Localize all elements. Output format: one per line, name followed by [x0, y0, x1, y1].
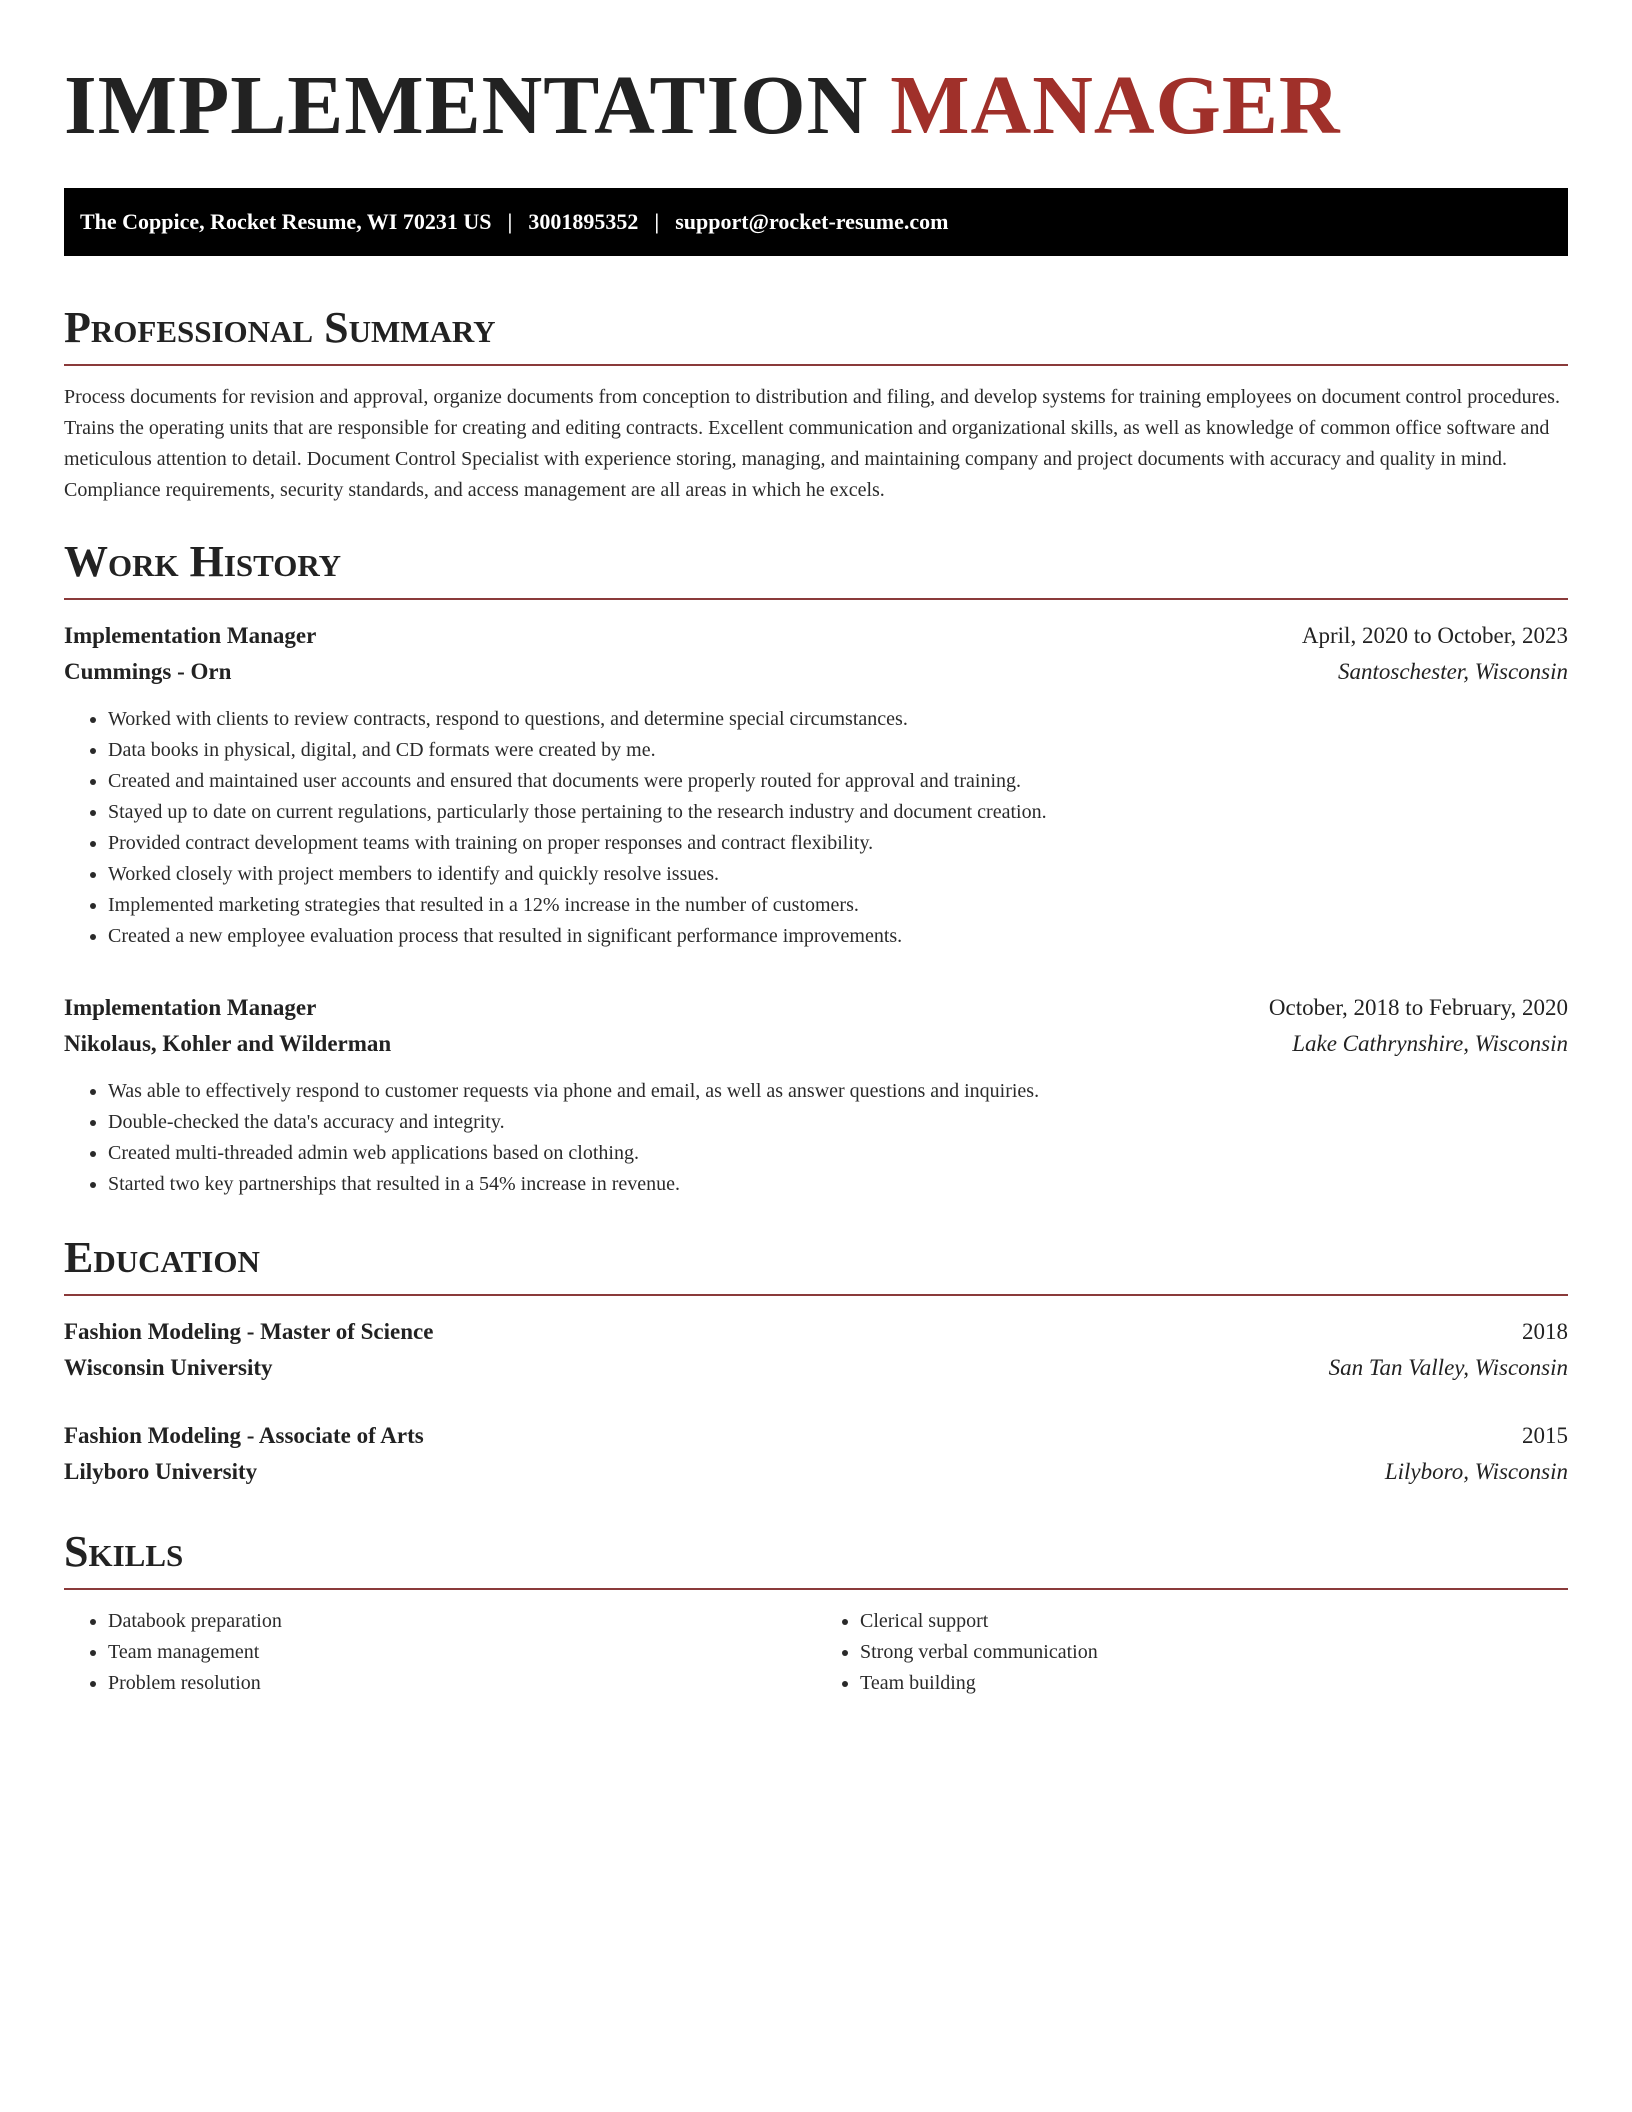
list-item: • Worked with clients to review contracts, respond to questions, and determine special circumstances. [108, 704, 1568, 735]
job-location: Lake Cathrynshire, Wisconsin [1292, 1031, 1568, 1056]
skill-item: • Databook preparation [108, 1606, 816, 1637]
education-degree-row [64, 1314, 1568, 1350]
list-item: • Provided contract development teams with training on proper responses and contract flexibility. [108, 828, 1568, 859]
contact-separator: | [507, 209, 513, 234]
skills-columns [64, 1606, 1568, 1699]
work-history-section [64, 534, 1568, 1200]
contact-address: The Coppice, Rocket Resume, WI 70231 US [80, 209, 492, 234]
name-first: IMPLEMENTATION [64, 59, 869, 152]
summary-title: Professional Summary [64, 303, 496, 352]
skill-item: • Strong verbal communication [860, 1637, 1568, 1668]
job-dates: April, 2020 to October, 2023 [1301, 623, 1568, 648]
education-entry [64, 1418, 1568, 1490]
skills-section [64, 1524, 1568, 1699]
job-role: Implementation Manager [64, 623, 317, 648]
list-item: • Data books in physical, digital, and CD formats were created by me. [108, 735, 1568, 766]
section-divider [64, 1294, 1568, 1296]
list-item: • Started two key partnerships that resulted in a 54% increase in revenue. [108, 1169, 1568, 1200]
summary-text: Process documents for revision and approval, organize documents from conception to distribution and filing, and develop systems for training employees on document control procedures. Trains the operating units that are responsible for creating and editing contracts. Excellent communication and organizational skills, as well as knowledge of common office software and meticulous attention to detail. Document Control Specialist with experience storing, managing, and maintaining company and project documents with accuracy and quality in mind. Compliance requirements, security standards, and access management are all areas in which he excels. [64, 386, 1560, 501]
job-dates: October, 2018 to February, 2020 [1268, 995, 1568, 1020]
job-bullets [64, 1076, 1568, 1200]
education-school-row [64, 1454, 1568, 1490]
resume-name [64, 56, 1568, 156]
work-history-title: Work History [64, 537, 342, 586]
job-company-row [64, 1026, 1568, 1062]
list-item: • Created multi-threaded admin web applications based on clothing. [108, 1138, 1568, 1169]
job-header-row [64, 618, 1568, 654]
skills-list-right [816, 1606, 1568, 1699]
job-header-row [64, 990, 1568, 1026]
job-location: Santoschester, Wisconsin [1338, 659, 1568, 684]
job-company-row [64, 654, 1568, 690]
contact-phone: 3001895352 [528, 209, 639, 234]
list-item: • Stayed up to date on current regulations, particularly those pertaining to the research industry and document creation. [108, 797, 1568, 828]
job-entry [64, 990, 1568, 1200]
education-school: Lilyboro University [64, 1459, 258, 1484]
education-section [64, 1230, 1568, 1490]
contact-email: support@rocket-resume.com [675, 209, 949, 234]
education-year: 2018 [1522, 1319, 1568, 1344]
list-item: • Created a new employee evaluation process that resulted in significant performance improvements. [108, 921, 1568, 952]
name-last: MANAGER [890, 59, 1341, 152]
education-school-row [64, 1350, 1568, 1386]
education-entry [64, 1314, 1568, 1386]
section-divider [64, 598, 1568, 600]
education-degree: Fashion Modeling - Associate of Arts [64, 1423, 424, 1448]
section-divider [64, 1588, 1568, 1590]
skills-list-left [64, 1606, 816, 1699]
education-school: Wisconsin University [64, 1355, 273, 1380]
skill-item: • Problem resolution [108, 1668, 816, 1699]
skill-item: • Team management [108, 1637, 816, 1668]
contact-separator: | [654, 209, 660, 234]
job-company: Cummings - Orn [64, 659, 232, 684]
education-location: Lilyboro, Wisconsin [1384, 1459, 1568, 1484]
list-item: • Worked closely with project members to identify and quickly resolve issues. [108, 859, 1568, 890]
education-degree-row [64, 1418, 1568, 1454]
summary-section [64, 300, 1568, 506]
education-location: San Tan Valley, Wisconsin [1328, 1355, 1568, 1380]
education-title: Education [64, 1233, 260, 1282]
section-divider [64, 364, 1568, 366]
skill-item: • Team building [860, 1668, 1568, 1699]
list-item: • Created and maintained user accounts and ensured that documents were properly routed for approval and training. [108, 766, 1568, 797]
list-item: • Implemented marketing strategies that resulted in a 12% increase in the number of customers. [108, 890, 1568, 921]
job-entry [64, 618, 1568, 952]
job-bullets [64, 704, 1568, 952]
list-item: • Was able to effectively respond to customer requests via phone and email, as well as answer questions and inquiries. [108, 1076, 1568, 1107]
list-item: • Double-checked the data's accuracy and integrity. [108, 1107, 1568, 1138]
job-company: Nikolaus, Kohler and Wilderman [64, 1031, 392, 1056]
contact-bar [64, 188, 1568, 256]
education-year: 2015 [1522, 1423, 1568, 1448]
education-degree: Fashion Modeling - Master of Science [64, 1319, 434, 1344]
skills-title: Skills [64, 1527, 184, 1576]
job-role: Implementation Manager [64, 995, 317, 1020]
skill-item: • Clerical support [860, 1606, 1568, 1637]
